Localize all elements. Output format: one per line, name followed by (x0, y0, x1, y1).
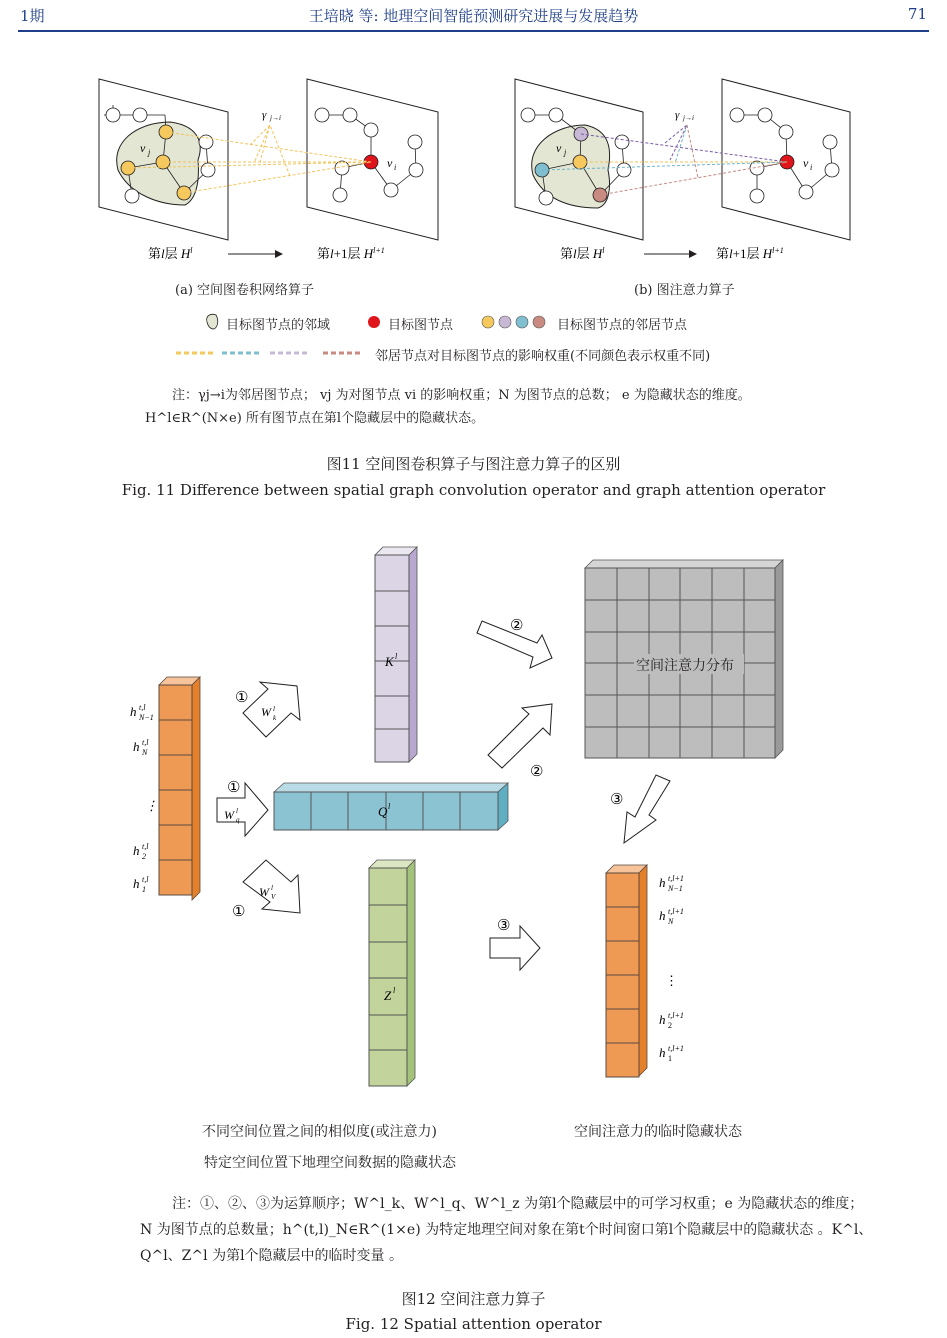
svg-text:h: h (130, 704, 137, 719)
svg-text:j: j (148, 148, 151, 157)
fig11-note-line1: 注：γj→i为邻居图节点； vj 为对图节点 vi 的影响权重；N 为图节点的总数； e 为隐藏状态的维度。 (172, 388, 751, 403)
panel-a-caption: (a) 空间图卷积网络算子 (175, 283, 315, 298)
svg-text:⋮: ⋮ (145, 798, 158, 813)
svg-text:v: v (803, 156, 809, 170)
svg-text:l: l (393, 986, 396, 995)
panel-b-right-layer: 第l+1层 $H^{l+1}$ (716, 246, 784, 261)
step2-k: ② (510, 618, 524, 634)
svg-text:j→i: j→i (270, 114, 281, 122)
legend-similarity: 不同空间位置之间的相似度(或注意力) (202, 1124, 437, 1140)
svg-text:h: h (659, 908, 666, 923)
svg-text:t,l+1: t,l+1 (668, 1044, 684, 1053)
svg-text:t,l+1: t,l+1 (668, 874, 684, 883)
svg-text:j: j (564, 148, 567, 157)
svg-text:v: v (140, 141, 146, 155)
svg-text:k: k (273, 714, 277, 722)
page-number: 71 (907, 5, 927, 23)
svg-text:K: K (385, 654, 394, 669)
fig12-caption-en: Fig. 12 Spatial attention operator (345, 1315, 602, 1333)
svg-text:W: W (259, 885, 269, 899)
panel-b-diagram (515, 79, 850, 240)
fig11-caption-cn: 图11 空间图卷积算子与图注意力算子的区别 (326, 455, 621, 473)
svg-text:h: h (659, 1045, 666, 1060)
svg-text:N: N (142, 748, 148, 757)
svg-text:l: l (395, 652, 398, 661)
svg-text:γ: γ (675, 109, 680, 121)
svg-text:l: l (388, 802, 391, 811)
q-row (274, 783, 508, 830)
svg-text:Z: Z (384, 988, 392, 1003)
svg-text:⋮: ⋮ (665, 973, 678, 988)
svg-text:γ: γ (262, 109, 267, 121)
input-hidden-column (159, 677, 200, 900)
step1-v: ① (232, 904, 246, 920)
svg-text:W: W (224, 808, 234, 822)
fig12-note-line1: 注：①、②、③为运算顺序；W^l_k、W^l_q、W^l_z 为第l个隐藏层中的可学习权重；e 为隐藏状态的维度； (172, 1196, 864, 1212)
step1-q: ① (227, 780, 241, 796)
panel-a-left-layer: 第l层 $H^l$ (148, 246, 193, 261)
svg-text:l: l (236, 807, 238, 815)
q-to-attention-arrow (488, 704, 552, 768)
svg-text:t,l: t,l (142, 875, 149, 884)
wk-arrow (243, 682, 300, 737)
svg-text:t,l: t,l (142, 842, 149, 851)
figure-11 (0, 0, 947, 520)
legend-target-node: 目标图节点 (388, 318, 454, 333)
svg-text:j→i: j→i (683, 114, 694, 122)
neighborhood-icon (207, 314, 218, 329)
legend-weights: 邻居节点对目标图节点的影响权重(不同颜色表示权重不同) (375, 349, 711, 364)
svg-text:2: 2 (668, 1021, 672, 1030)
panel-a-right-layer: 第l+1层 $H^{l+1}$ (317, 246, 385, 261)
legend-neighborhood: 目标图节点的邻域 (226, 318, 331, 333)
panel-b-left-layer: 第l层 $H^l$ (560, 246, 605, 261)
svg-text:t,l+1: t,l+1 (668, 907, 684, 916)
legend-hidden-state: 特定空间位置下地理空间数据的隐藏状态 (204, 1155, 456, 1171)
legend-neighbor-nodes: 目标图节点的邻居节点 (557, 318, 688, 333)
svg-text:h: h (659, 1012, 666, 1027)
svg-text:1: 1 (668, 1054, 672, 1063)
svg-text:i: i (394, 163, 397, 172)
figure-12 (0, 530, 947, 1110)
panel-a-diagram (99, 79, 438, 240)
svg-text:v: v (556, 141, 562, 155)
fig12-note-line3: Q^l、Z^l 为第l个隐藏层中的临时变量 。 (140, 1248, 403, 1264)
step3-attn: ③ (610, 792, 624, 808)
svg-text:h: h (659, 875, 666, 890)
issue-label: 1期 (20, 7, 45, 25)
running-title: 王培晓 等: 地理空间智能预测研究进展与发展趋势 (308, 7, 639, 25)
svg-text:h: h (133, 876, 140, 891)
svg-text:h: h (133, 739, 140, 754)
svg-text:h: h (133, 843, 140, 858)
svg-text:Q: Q (378, 804, 388, 819)
legend-temp-hidden: 空间注意力的临时隐藏状态 (574, 1124, 742, 1140)
svg-text:N−1: N−1 (668, 884, 683, 893)
step3-z: ③ (497, 918, 511, 934)
svg-text:N: N (668, 917, 674, 926)
step2-q: ② (530, 764, 544, 780)
svg-text:t,l+1: t,l+1 (668, 1011, 684, 1020)
fig11-caption-en: Fig. 11 Difference between spatial graph convolution operator and graph attention operator (121, 481, 826, 499)
panel-b-caption: (b) 图注意力算子 (634, 283, 735, 298)
step1-k: ① (235, 690, 249, 706)
svg-text:v: v (387, 156, 393, 170)
svg-text:t,l: t,l (139, 703, 146, 712)
svg-text:t,l: t,l (142, 738, 149, 747)
output-hidden-column (606, 865, 647, 1077)
svg-text:2: 2 (142, 852, 146, 861)
fig12-caption-cn: 图12 空间注意力算子 (401, 1290, 546, 1308)
attention-to-output-arrow (624, 775, 670, 843)
svg-text:l: l (273, 705, 275, 713)
svg-text:N−1: N−1 (139, 713, 154, 722)
svg-text:l: l (271, 884, 273, 892)
svg-text:i: i (810, 163, 813, 172)
svg-text:q: q (236, 816, 240, 824)
svg-text:1: 1 (142, 885, 146, 894)
z-column (369, 860, 415, 1086)
fig11-note-line2: H^l∈R^(N×e) 所有图节点在第l个隐藏层中的隐藏状态。 (145, 411, 485, 426)
fig12-note-line2: N 为图节点的总数量；h^(t,l)_N∈R^(1×e) 为特定地理空间对象在第t个时间窗口第l个隐藏层中的隐藏状态 。K^l、 (140, 1222, 873, 1238)
svg-text:W: W (261, 705, 271, 719)
target-node-icon (368, 316, 380, 328)
attention-distribution-label: 空间注意力分布 (636, 658, 734, 674)
svg-text:V: V (271, 893, 276, 901)
